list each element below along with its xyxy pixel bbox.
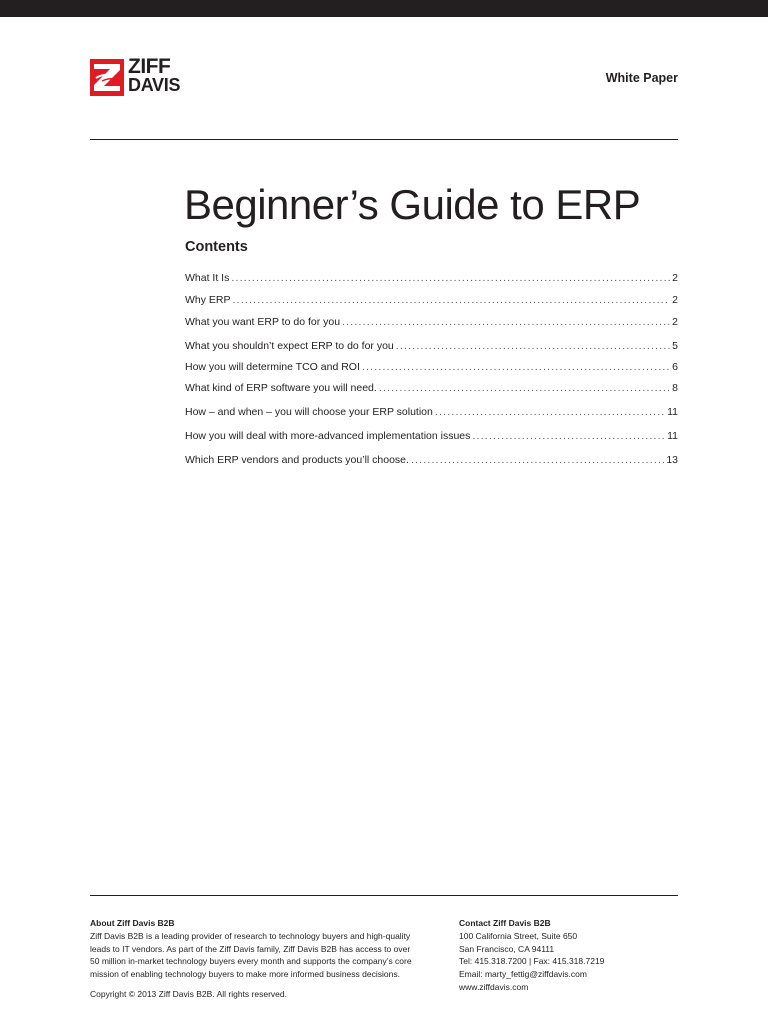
toc-entry-page: 2 [672, 316, 678, 328]
toc-entry[interactable] [185, 406, 678, 418]
toc-entry-page: 5 [672, 340, 678, 352]
contact-phone-line: Tel: 415.318.7200 | Fax: 415.318.7219 [459, 956, 605, 967]
toc-entry[interactable] [185, 272, 678, 284]
toc-entry-page: 6 [672, 361, 678, 373]
toc-entry-label: How – and when – you will choose your ERP solution [185, 406, 433, 418]
ziff-davis-logo-icon [90, 59, 124, 96]
toc-leader-dots [472, 430, 665, 442]
toc-entry-label: What It Is [185, 272, 230, 284]
footer-divider [90, 895, 678, 896]
contents-heading: Contents [185, 239, 248, 255]
about-line: 50 million in-market technology buyers every month and supports the company’s core [90, 956, 412, 967]
about-line: leads to IT vendors. As part of the Ziff Davis family, Ziff Davis B2B has access to over [90, 943, 411, 954]
ziff-davis-logo [90, 55, 190, 99]
header-divider [90, 139, 678, 140]
logo-wordmark [128, 55, 181, 95]
toc-entry-page: 2 [672, 272, 678, 284]
page-title: Beginner’s Guide to ERP [184, 181, 641, 228]
toc-entry-page: 8 [672, 382, 678, 394]
toc-entry-label: Why ERP [185, 294, 231, 306]
top-bar [0, 0, 768, 17]
contact-city-line: San Francisco, CA 94111 [459, 943, 555, 954]
toc-leader-dots [411, 454, 664, 466]
logo-line-2: DAVIS [128, 75, 181, 95]
toc-entry-page: 11 [667, 406, 678, 418]
toc-entry[interactable] [185, 454, 678, 466]
document-type-label: White Paper [605, 71, 678, 85]
contact-section [459, 917, 689, 994]
toc-entry-label: What kind of ERP software you will need. [185, 382, 377, 394]
toc-entry-label: How you will deal with more-advanced implementation issues [185, 430, 471, 442]
contact-heading: Contact Ziff Davis B2B [459, 918, 551, 928]
toc-leader-dots [379, 382, 670, 394]
toc-leader-dots [435, 406, 665, 418]
toc-leader-dots [396, 340, 670, 352]
toc-entry-label: What you want ERP to do for you [185, 316, 341, 328]
toc-entry[interactable] [185, 382, 678, 394]
contact-address-line: 100 California Street, Suite 650 [459, 930, 578, 941]
toc-entry-page: 11 [667, 430, 678, 442]
toc-leader-dots [231, 272, 670, 284]
toc-entry[interactable] [185, 430, 678, 442]
toc-entry-page: 13 [666, 454, 678, 466]
contact-website-link[interactable]: www.ziffdavis.com [459, 981, 529, 992]
toc-leader-dots [233, 294, 671, 306]
contact-email-link[interactable]: Email: marty_fettig@ziffdavis.com [459, 969, 587, 980]
toc-entry[interactable] [185, 361, 678, 373]
toc-leader-dots [342, 316, 670, 328]
copyright-notice: Copyright © 2013 Ziff Davis B2B. All rights reserved. [90, 988, 287, 999]
toc-entry-label: How you will determine TCO and ROI [185, 361, 360, 373]
toc-entry-page: 2 [672, 294, 678, 306]
about-line: mission of enabling technology buyers to make more informed business decisions. [90, 969, 400, 980]
toc-entry-label: What you shouldn’t expect ERP to do for you [185, 340, 394, 352]
toc-entry-label: Which ERP vendors and products you’ll choose. [185, 454, 409, 466]
about-heading: About Ziff Davis B2B [90, 918, 175, 928]
toc-entry[interactable] [185, 316, 678, 328]
about-section [90, 917, 435, 1001]
toc-leader-dots [362, 361, 670, 373]
toc-entry[interactable] [185, 294, 678, 306]
logo-line-1: ZIFF [128, 55, 171, 78]
about-line: Ziff Davis B2B is a leading provider of research to technology buyers and high-quality [90, 930, 411, 941]
toc-entry[interactable] [185, 340, 678, 352]
